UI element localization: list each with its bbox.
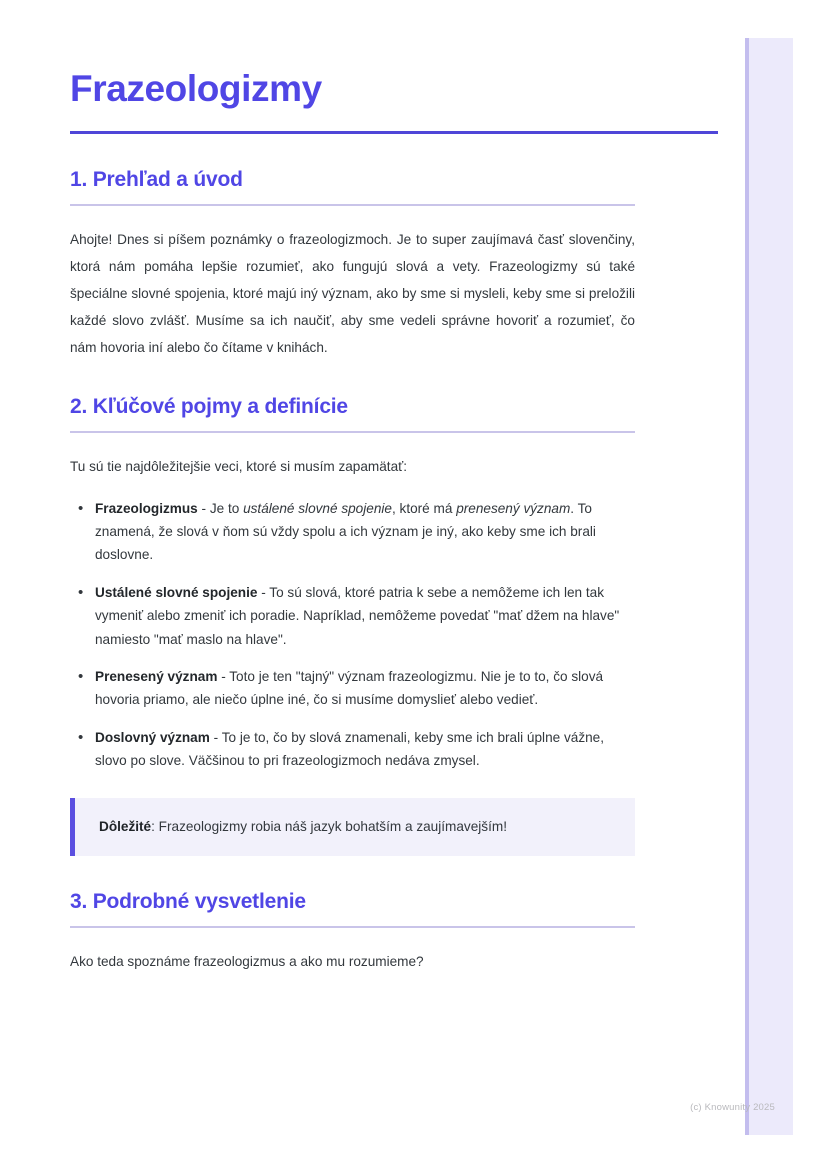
term-name: Doslovný význam: [95, 729, 210, 745]
section-2-intro: Tu sú tie najdôležitejšie veci, ktoré si musím zapamätať:: [70, 459, 408, 475]
section-1-paragraph: Ahojte! Dnes si píšem poznámky o frazeologizmoch. Je to super zaujímavá časť slovenčiny, ktorá nám pomáha lepšie rozumieť, ako fungujú slová a vety. Frazeologizmy sú také špeciálne slovné spojenia, ktoré majú iný význam, ako by sme si mysleli, keby sme si preložili každé slovo zvlášť. Musíme sa ich naučiť, aby sme vedeli správne hovoriť a rozumieť, čo nám hovoria iní alebo čo čítame v knihách.: [70, 231, 635, 356]
list-item: [70, 665, 635, 712]
term-name: Frazeologizmus: [95, 500, 198, 516]
section-2-heading: 2. Kľúčové pojmy a definície: [70, 395, 348, 419]
term-text-a: Je to: [209, 500, 244, 516]
important-callout: [70, 798, 635, 856]
section-3-divider: [70, 926, 635, 928]
term-text-b: , ktoré má: [391, 500, 457, 516]
term-text-c: . To znamená, že slová v ňom sú vždy spolu a ich význam je iný, ako keby sme ich brali doslovne.: [95, 500, 596, 563]
section-2-divider: [70, 431, 635, 433]
term-dash: -: [257, 584, 270, 600]
callout-label: Dôležité: [99, 819, 152, 835]
title-divider: [70, 131, 718, 134]
page-footer: (c) Knowunity 2025: [690, 1102, 775, 1113]
decorative-side-band: [745, 38, 793, 1135]
term-dash: -: [209, 729, 222, 745]
section-1-divider: [70, 204, 635, 206]
key-terms-list: [70, 497, 635, 773]
page-title: Frazeologizmy: [70, 68, 322, 109]
term-dash: -: [217, 668, 230, 684]
section-1: [70, 168, 635, 362]
list-item: [70, 497, 635, 567]
section-1-heading: 1. Prehľad a úvod: [70, 167, 243, 191]
section-3-paragraph: Ako teda spoznáme frazeologizmus a ako mu rozumieme?: [70, 954, 424, 970]
section-3-heading: 3. Podrobné vysvetlenie: [70, 890, 306, 914]
term-dash: -: [197, 500, 210, 516]
section-3: [70, 890, 635, 975]
term-text: To sú slová, ktoré patria k sebe a nemôžeme ich len tak vymeniť alebo zmeniť ich poradie. Napríklad, nemôžeme povedať "mať džem na hlave" namiesto "mať maslo na hlave".: [95, 584, 620, 647]
term-text: Toto je ten "tajný" význam frazeologizmu. Nie je to to, čo slová hovoria priamo, ale niečo úplne iné, čo si musíme domyslieť alebo vedieť.: [95, 668, 604, 708]
document-content: [70, 68, 635, 975]
section-2: [70, 395, 635, 856]
callout-text: : Frazeologizmy robia náš jazyk bohatším a zaujímavejším!: [151, 819, 507, 835]
term-name: Prenesený význam: [95, 668, 218, 684]
term-name: Ustálené slovné spojenie: [95, 584, 258, 600]
term-italic-1: ustálené slovné spojenie: [243, 500, 392, 516]
list-item: [70, 726, 635, 773]
term-italic-2: prenesený význam: [456, 500, 571, 516]
term-text: To je to, čo by slová znamenali, keby sme ich brali úplne vážne, slovo po slove. Väčšinou to pri frazeologizmoch nedáva zmysel.: [95, 729, 605, 769]
decorative-side-band-edge: [745, 38, 749, 1135]
list-item: [70, 581, 635, 651]
